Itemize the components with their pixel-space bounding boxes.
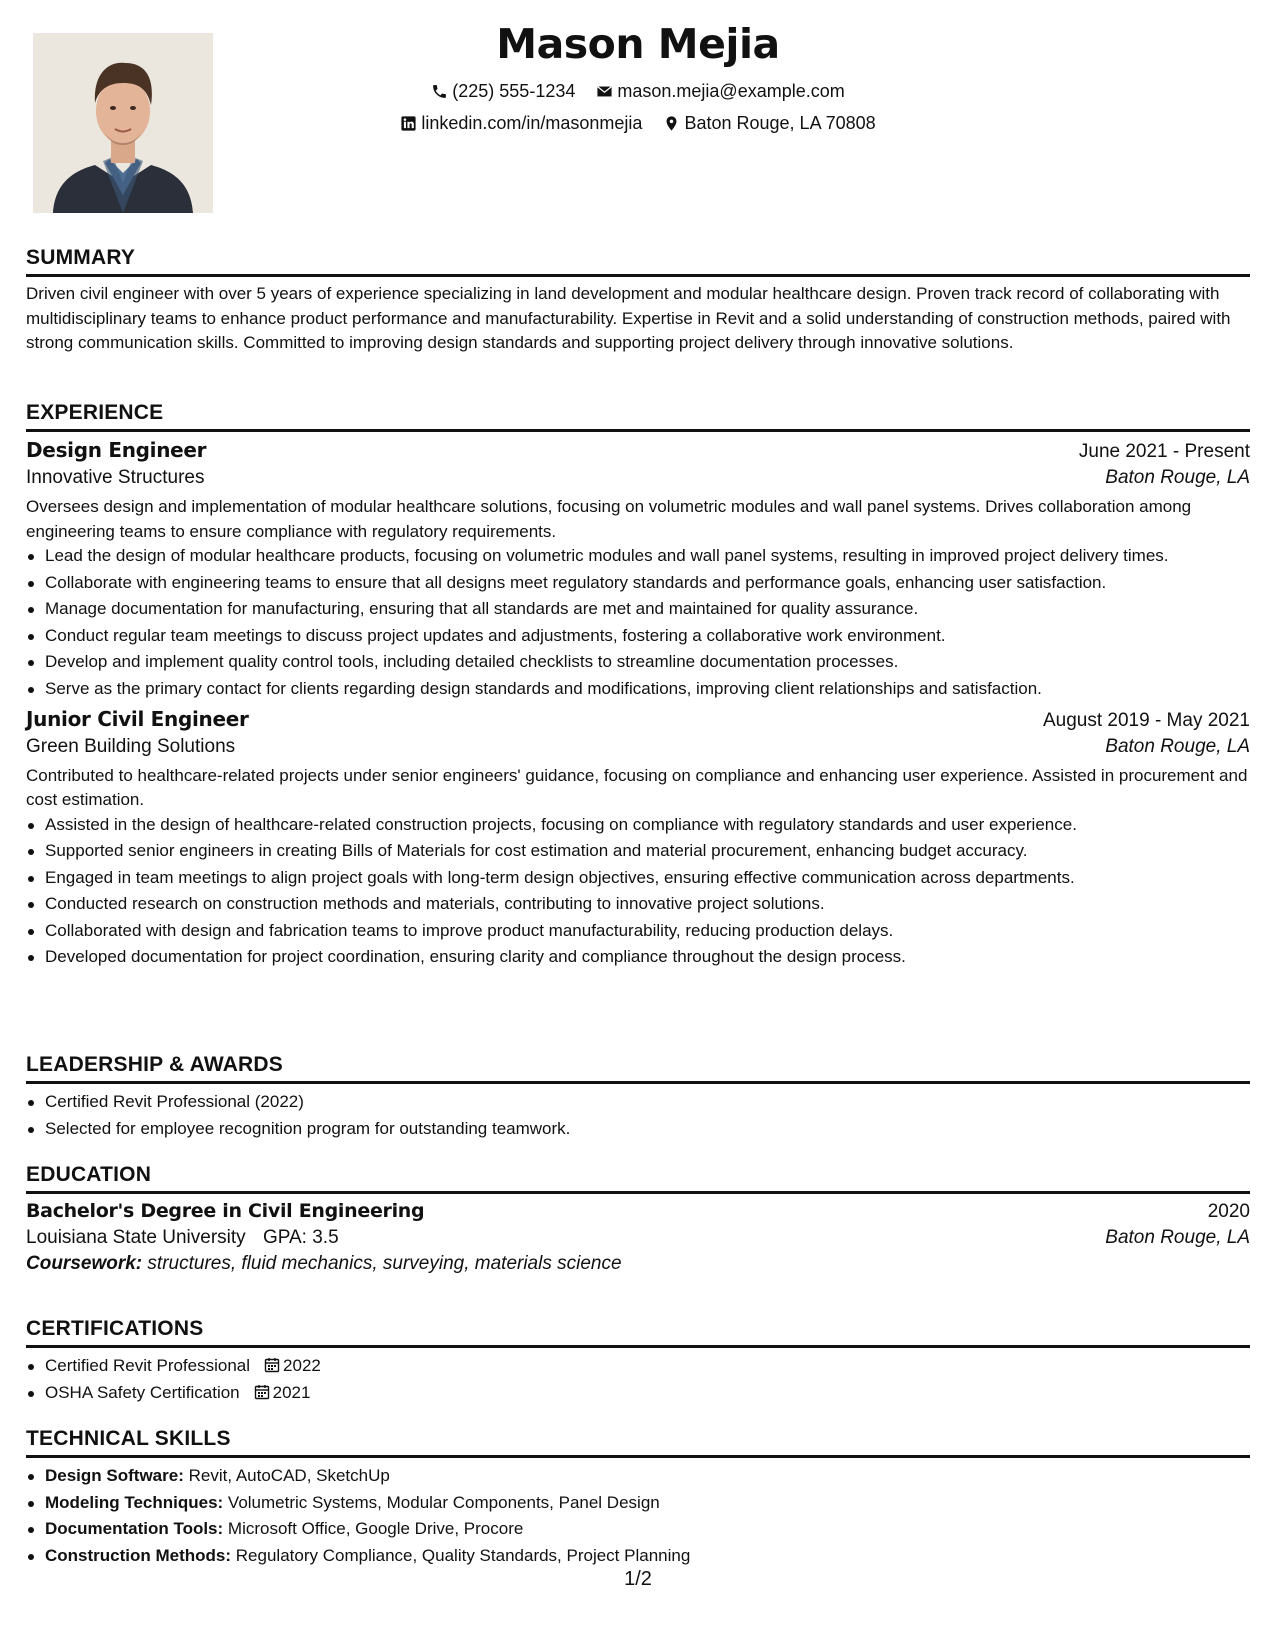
awards-heading: LEADERSHIP & AWARDS bbox=[26, 1053, 1250, 1084]
experience-heading: EXPERIENCE bbox=[26, 401, 1250, 432]
skill-value: Revit, AutoCAD, SketchUp bbox=[188, 1466, 390, 1485]
list-item: Developed documentation for project coordination, ensuring clarity and compliance throughout the design process. bbox=[26, 945, 1250, 969]
calendar-icon bbox=[254, 1384, 270, 1400]
education-header bbox=[26, 1200, 1250, 1223]
job-subheader bbox=[26, 467, 1250, 489]
degree: Bachelor's Degree in Civil Engineering bbox=[26, 1200, 425, 1222]
coursework-label: Coursework: bbox=[26, 1253, 143, 1274]
school-name: Louisiana State University bbox=[26, 1227, 246, 1248]
candidate-name: Mason Mejia bbox=[496, 20, 780, 68]
certifications-heading: CERTIFICATIONS bbox=[26, 1317, 1250, 1348]
phone-text: (225) 555-1234 bbox=[452, 81, 576, 101]
list-item: Selected for employee recognition program for outstanding teamwork. bbox=[26, 1117, 1250, 1141]
list-item bbox=[26, 1491, 1250, 1515]
calendar-icon bbox=[264, 1357, 280, 1373]
gpa: GPA: 3.5 bbox=[262, 1227, 339, 1248]
job-dates: June 2021 - Present bbox=[1078, 441, 1250, 462]
job-title: Design Engineer bbox=[26, 438, 207, 462]
location-text: Baton Rouge, LA 70808 bbox=[684, 113, 876, 133]
awards-list bbox=[26, 1090, 1250, 1141]
cert-name: OSHA Safety Certification bbox=[45, 1382, 240, 1402]
skills-section bbox=[26, 1427, 1250, 1570]
skills-list bbox=[26, 1464, 1250, 1568]
list-item: Engaged in team meetings to align project goals with long-term design objectives, ensuring effective communication across departments. bbox=[26, 866, 1250, 890]
cert-year: 2021 bbox=[272, 1382, 311, 1402]
list-item: Lead the design of modular healthcare products, focusing on volumetric modules and wall panel systems, resulting in improved project delivery times. bbox=[26, 544, 1250, 568]
list-item: Develop and implement quality control tools, including detailed checklists to streamline documentation processes. bbox=[26, 650, 1250, 674]
phone-icon bbox=[431, 83, 448, 100]
job-bullets bbox=[26, 544, 1250, 701]
contact-line-1 bbox=[26, 81, 1250, 105]
awards-section bbox=[26, 1053, 1250, 1143]
coursework-text: structures, fluid mechanics, surveying, materials science bbox=[147, 1253, 622, 1274]
job-dates: August 2019 - May 2021 bbox=[1042, 709, 1250, 731]
job-title: Junior Civil Engineer bbox=[26, 706, 249, 731]
cert-year: 2022 bbox=[283, 1356, 321, 1375]
page-number: 1/2 bbox=[624, 1568, 652, 1590]
education-section bbox=[26, 1163, 1250, 1275]
skill-label: Modeling Techniques: bbox=[45, 1492, 224, 1512]
job-description: Oversees design and implementation of modular healthcare solutions, focusing on volumetric modules and wall panel systems. Drives collaboration among engineering teams to ensure compliance with regulatory requirements. bbox=[26, 497, 1192, 541]
job-bullets bbox=[26, 813, 1250, 970]
school-location: Baton Rouge, LA bbox=[1105, 1227, 1250, 1248]
contact-line-2 bbox=[26, 113, 1250, 137]
skill-value: Microsoft Office, Google Drive, Procore bbox=[227, 1519, 524, 1538]
contact-linkedin[interactable] bbox=[400, 113, 642, 134]
linkedin-text: linkedin.com/in/masonmejia bbox=[421, 113, 643, 133]
list-item bbox=[26, 1544, 1250, 1568]
job-header bbox=[26, 707, 1250, 732]
job-entry bbox=[26, 707, 1250, 970]
certifications-section bbox=[26, 1317, 1250, 1407]
job-subheader bbox=[26, 736, 1250, 758]
skills-heading: TECHNICAL SKILLS bbox=[26, 1427, 1250, 1458]
list-item: Certified Revit Professional (2022) bbox=[26, 1090, 1250, 1114]
list-item: Conducted research on construction methods and materials, contributing to innovative project solutions. bbox=[26, 892, 1250, 916]
list-item: Assisted in the design of healthcare-related construction projects, focusing on compliance with regulatory standards and user experience. bbox=[26, 813, 1250, 837]
coursework bbox=[26, 1253, 1250, 1275]
linkedin-icon bbox=[400, 115, 417, 132]
list-item: Serve as the primary contact for clients regarding design standards and modifications, improving client relationships and satisfaction. bbox=[26, 677, 1250, 701]
contact-phone[interactable] bbox=[431, 81, 575, 102]
list-item: Conduct regular team meetings to discuss project updates and adjustments, fostering a collaborative work environment. bbox=[26, 624, 1250, 648]
skill-label: Documentation Tools: bbox=[45, 1519, 224, 1538]
map-pin-icon bbox=[663, 115, 680, 132]
list-item: Supported senior engineers in creating Bills of Materials for cost estimation and material procurement, enhancing budget accuracy. bbox=[26, 839, 1250, 863]
email-text: mason.mejia@example.com bbox=[617, 81, 845, 101]
summary-section bbox=[26, 246, 1250, 356]
skill-value: Volumetric Systems, Modular Components, Panel Design bbox=[227, 1492, 660, 1512]
education-subheader bbox=[26, 1227, 1250, 1249]
summary-heading: SUMMARY bbox=[26, 246, 1250, 277]
contact-email[interactable] bbox=[596, 81, 844, 102]
list-item bbox=[26, 1354, 1250, 1378]
job-header bbox=[26, 438, 1250, 463]
summary-text: Driven civil engineer with over 5 years of experience specializing in land development and modular healthcare design. Proven track record of collaborating with multidisciplinary teams to enhance product performance and manufacturability. Expertise in Revit and a solid understanding of construction methods, paired with strong communication skills. Committed to improving design standards and supporting project delivery through innovative solutions. bbox=[26, 284, 1231, 352]
list-item: Manage documentation for manufacturing, ensuring that all standards are met and maintained for quality assurance. bbox=[26, 597, 1250, 621]
envelope-icon bbox=[596, 83, 613, 100]
school-line bbox=[26, 1227, 339, 1249]
job-location: Baton Rouge, LA bbox=[1105, 735, 1250, 757]
job-description: Contributed to healthcare-related projects under senior engineers' guidance, focusing on compliance and enhancing user experience. Assisted in procurement and cost estimation. bbox=[26, 765, 1248, 809]
skill-value: Regulatory Compliance, Quality Standards, Project Planning bbox=[235, 1545, 691, 1565]
education-heading: EDUCATION bbox=[26, 1163, 1250, 1194]
list-item bbox=[26, 1517, 1250, 1541]
skill-label: Construction Methods: bbox=[45, 1545, 232, 1565]
experience-section bbox=[26, 401, 1250, 972]
job-entry bbox=[26, 438, 1250, 701]
list-item bbox=[26, 1381, 1250, 1405]
cert-name: Certified Revit Professional bbox=[45, 1356, 251, 1375]
job-company: Innovative Structures bbox=[26, 467, 205, 488]
resume-page bbox=[26, 0, 1250, 1650]
list-item: Collaborated with design and fabrication teams to improve product manufacturability, reducing production delays. bbox=[26, 919, 1250, 943]
list-item bbox=[26, 1464, 1250, 1488]
skill-label: Design Software: bbox=[45, 1466, 184, 1485]
list-item: Collaborate with engineering teams to ensure that all designs meet regulatory standards and performance goals, enhancing user satisfaction. bbox=[26, 571, 1250, 595]
job-company: Green Building Solutions bbox=[26, 735, 236, 757]
contact-location bbox=[663, 113, 875, 134]
job-location: Baton Rouge, LA bbox=[1105, 467, 1250, 488]
certifications-list bbox=[26, 1354, 1250, 1405]
graduation-year: 2020 bbox=[1207, 1201, 1250, 1222]
